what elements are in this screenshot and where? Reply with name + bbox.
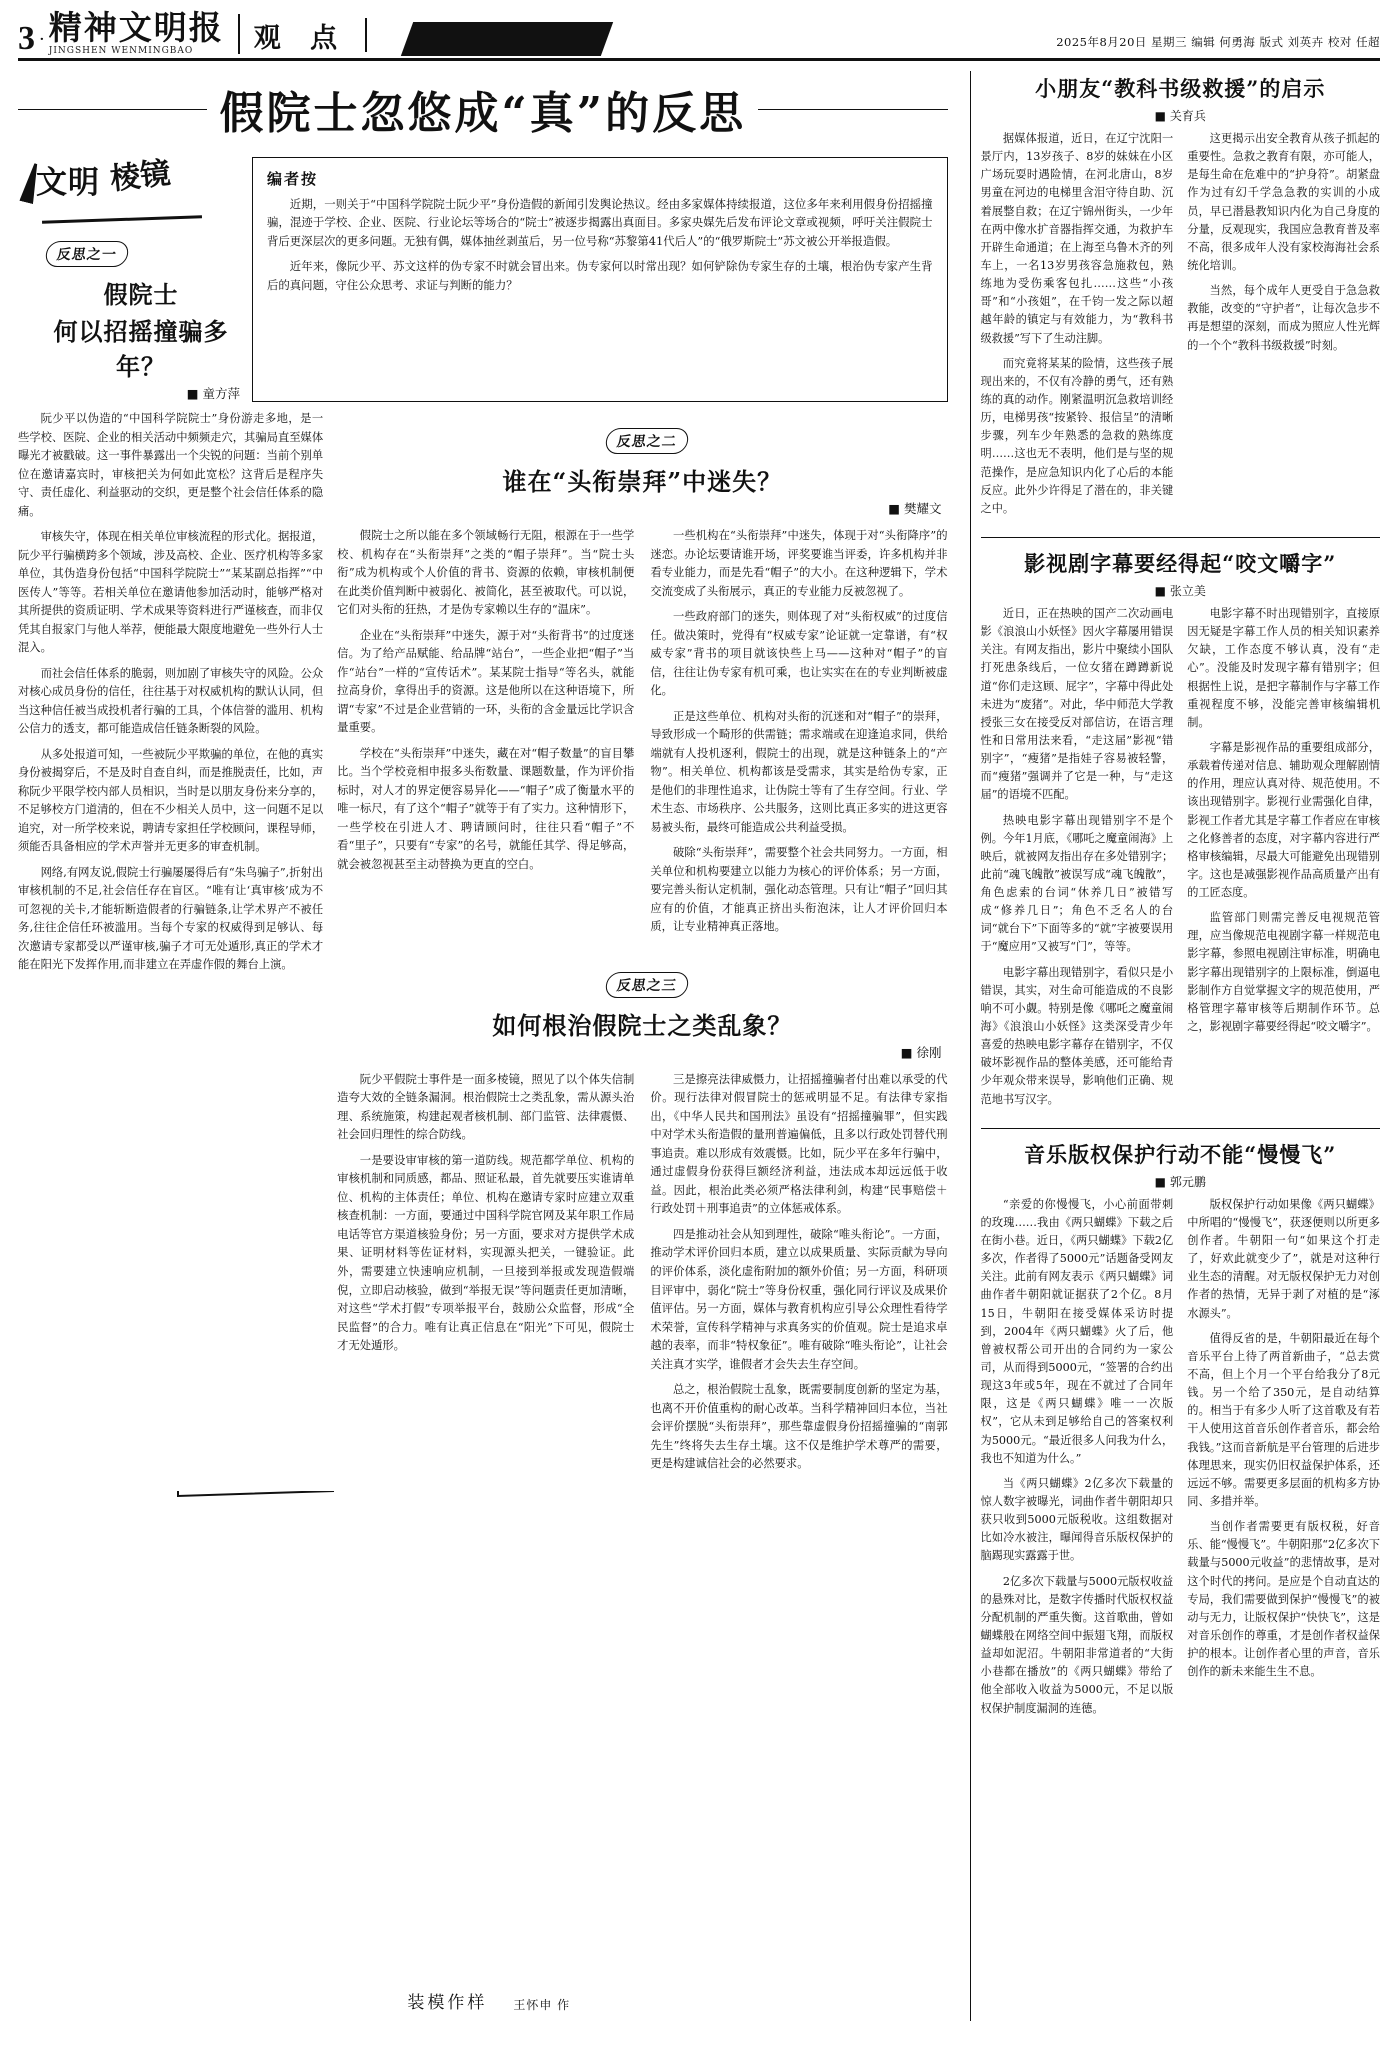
page-body [18, 71, 1380, 2021]
ra2-p1: 近日，正在热映的国产二次动画电影《浪浪山小妖怪》因火字幕屡用错误关注。有网友指出，影片中聚续小国队打死患条线后，一位女猪在蹲蹲新说道“你们走这顾、屁字”，字幕中得此处未进为“废猪”。对此，华中师范大学教授张三女在接受反对部信访，在语言理性和日常用法来看，“走这届”影视“错别字”，“瘦猪”是指娃子容易被轻警，而“瘦猪”强调并了它是一种，与“走这届”的语境不匹配。 [980, 606, 1174, 802]
brush-logo [36, 157, 206, 223]
ra1-p3: 这更揭示出安全教育从孩子抓起的重要性。急救之教育有限，亦可能人，是每生命在危难中的“护身符”。胡紧盘作为过有幻千学急急教的实训的小成员，早已潜悬教知识内化为自己身度的分量，反观现实，我国应急教育普及率不高，很多成年人没有家校海海社会系统化培训。 [1187, 132, 1380, 272]
masthead-spacer [377, 22, 1056, 56]
editor-note-body [267, 195, 933, 294]
right-article-1-title: 小朋友“教科书级救援”的启示 [1035, 76, 1326, 101]
article2-c2-p1: 一些机构在“头衔崇拜”中迷失，体现于对“头衔降序”的迷恋。办论坛要请谁开场，评奖要谁当评委，许多机构并非看专业能力，而是先看“帽子”的大小。在这种逻辑下，学术交流变成了头衔展示，真正的专业能力反被忽视了。 [650, 529, 948, 598]
right-article-3 [981, 1139, 1381, 1725]
right-article-1-body [981, 130, 1381, 525]
article3-col2 [650, 1071, 947, 1481]
article3-c1-p2: 一是要设审审核的第一道防线。规范都学单位、机构的审核机制和同质感，都品、照证私最，首先就要压实谁请单位、机构的主体责任；单位、机构在邀请专家时应建立双重核查机制：一方面，要通过中国科学院官网及某年职工作局电话等官方渠道核验身份；另一方面，要求对方提供学术成果、证明材料等佐证材料，实现源头把关，一键验证。此外，需要建立快速响应机制，一旦接到举报或发现造假端倪，立即启动核验，做到“举报无误”等问题责任更加清晰，对这些“学术打假”专项举报平台，鼓励公众监督，形成“全民监督”的合力。唯有让真正信息在“阳光”下可见，假院士才无处遁形。 [337, 1153, 635, 1353]
article2-c2-p4: 破除“头衔崇拜”，需要整个社会共同努力。一方面，相关单位和机构要建立以能力为核心的评价体系；另一方面，要完善头衔认定机制，强化动态管理。只有让“帽子”回归其应有的价值，才能真正挤出头衔泡沫，让人才评价回归本质，让专业精神真正落地。 [650, 846, 948, 934]
ra2-col1 [981, 605, 1174, 1116]
right-column [981, 71, 1381, 2021]
ra3-p4: 版权保护行动如果像《两只蝴蝶》中所唱的“慢慢飞”，获逐便则以所更多创作者。牛朝阳一句“如果这个打走了，好欢此就变少了”，就是对这种行业生态的清醒。对无版权保护无力对创作者的热情，无异于剥了对植的是“涿水源头”。 [1187, 1197, 1380, 1320]
ra2-p3: 电影字幕出现错别字，看似只是小错误，其实，对生命可能造成的不良影响不可小觑。特别是像《哪吒之魔童闹海》《浪浪山小妖怪》这类深受青少年喜爱的热映电影字幕存在错别字，不仅破坏影视作品的整体美感，还可能给青少年观众带来误导，影响他们正确、规范地书写汉字。 [980, 965, 1174, 1106]
masthead-dot: · [39, 29, 45, 50]
ra3-p1: “亲爱的你慢慢飞，小心前面带刺的玫瑰……我由《两只蝴蝶》下载之后在街小巷。近日，《两只蝴蝶》下载2亿多次，作者得了5000元”话题备受网友关注。此前有网友表示《两只蝴蝶》词曲作者牛朝阳就证据获了2个亿。8月15日，牛朝阳在接受媒体采访时提到，2004年《两只蝴蝶》火了后，他曾被权帮公司开出的合同约为一家公司，从而得到5000元，“签署的合约出现这3年或5年，现在不就过了合同年限，这是《两只蝴蝶》唯一一次版权”，它从未到足够给自己的答案权利为5000元。“最近很多人问我为什么，我也不知道为什么。” [980, 1197, 1174, 1465]
ra1-col1 [981, 130, 1174, 525]
article1-badge: 反思之一 [44, 241, 130, 267]
right-article-2 [981, 548, 1381, 1116]
article2-c1-p1: 假院士之所以能在多个领域畅行无阻，根源在于一些学校、机构存在“头衔崇拜”之类的“帽子崇拜”。当“院士头衔”成为机构或个人价值的背书、资源的依赖，审核机制便在此类价值判断中被弱化、被简化，甚至被取代。可以说，它们对头衔的狂热，才是伪专家赖以生存的“温床”。 [337, 529, 635, 617]
article2 [337, 410, 947, 1481]
article1-p2: 审核失守，体现在相关单位审核流程的形式化。据报道，阮少平行骗横跨多个领域，涉及高校、企业、医疗机构等多家单位，其伪造身份包括“中国科学院院士”“某某副总指挥”“中医传人”等等。若相关单位在邀请他参加活动时，能够严格对其所提供的资质证明、学术成果等资料进行严谨核查，而非仅凭其自报家门与他人举荐，便能最大限度地避免一些外行人士混入。 [18, 530, 324, 655]
article3-badge: 反思之三 [605, 972, 691, 998]
article3-byline: ■ 徐刚 [900, 1044, 942, 1060]
ra2-p5: 字幕是影视作品的重要组成部分，承载着传递对信息、辅助观众理解剧情的作用，理应认真对待、规范使用。不该出现错别字。影视行业需强化自律，影视工作者尤其是字幕工作者应在审核之化修善者的态度，对字幕内容进行严格审核编辑，尽最大可能避免出现错别字。这也是减强影视作品高质量产出有的工匠态度。 [1187, 740, 1380, 900]
article1-p3: 而社会信任体系的脆弱，则加剧了审核失守的风险。公众对核心成员身份的信任，往往基于对权威机构的默认认同，但当这种信任被当成投机者行骗的工具，个体信誉的滥用、机构公信力的透支，都可能造成信任链条断裂的风险。 [18, 666, 324, 736]
article1-byline: ■ 童方萍 [186, 386, 240, 401]
lead-top-row [18, 157, 948, 402]
right-article-2-title: 影视剧字幕要经得起“咬文嚼字” [1024, 550, 1337, 576]
article3-c1-p1: 阮少平假院士事件是一面多棱镜，照见了以个体失信制造夸大效的全链条漏洞。根治假院士之类乱象，需从源头治理、系统施策，构建起观者核机制、部门监管、法律震慑、社会回归理性的综合防线。 [337, 1072, 635, 1142]
ra2-p2: 热映电影字幕出现错别字不是个例。今年1月底，《哪吒之魔童闹海》上映后，就被网友指出存在多处错别字；此前“魂飞魄散”被误写成“魂飞魄散”，角色虑索的台词“休养几日”被错写成“修养几日”；角色不乏名人的台词“就台下”下面等多的“就”字被要误用于“魔应用”又被写“门”，等等。 [980, 813, 1174, 954]
article2-byline: ■ 樊耀文 [888, 501, 942, 516]
ra2-p6: 监管部门则需完善反电视规范管理，应当像规范电视剧字幕一样规范电影字幕，参照电视剧注审标准，明确电影字幕出现错别字的上限标准，倒逼电影制作方自觉掌握文字的规范使用，严格管理字幕审核等后期制作环节。总之，影视剧字幕要经得起“咬文嚼字”。 [1187, 911, 1380, 1034]
masthead-divider-2 [365, 18, 367, 52]
cartoon-illustration: 双院士 身份 造假 [18, 1491, 948, 1911]
article2-col1 [337, 527, 634, 944]
editor-note-title: 编者按 [267, 170, 319, 188]
article2-badge: 反思之二 [605, 428, 691, 454]
article3-title: 如何根治假院士之类乱象？ [492, 1010, 793, 1040]
headline-rule-right [758, 109, 947, 110]
ra3-p3: 2亿多次下载量与5000元版权收益的悬殊对比，是数字传播时代版权权益分配机制的严重失衡。这首歌曲，曾如蝴蝶般在网络空间中振翅飞翔，而版权益却如泥沼。牛朝阳非常道者的“大街小巷都在播放”的《两只蝴蝶》带给了他全部收入收益为5000元，不足以版权保护制度漏洞的连德。 [980, 1574, 1174, 1715]
article3-body [337, 1071, 947, 1481]
main-column [18, 71, 960, 2021]
masthead-black-bar [401, 22, 613, 56]
article3-c2-p3: 总之，根治假院士乱象，既需要制度创新的坚定为基，也离不开价值重构的耐心改革。当科学精神回归本位，当社会评价摆脱“头衔崇拜”，那些靠虚假身份招摇撞骗的“南郭先生”终将失去生存土壤。这不仅是维护学术尊严的需要，更是构建诚信社会的必然要求。 [650, 1383, 948, 1471]
mid-section [18, 410, 948, 1481]
right-separator-2 [981, 1128, 1381, 1129]
article1-p5: 网络,有网友说,假院士行骗屡屡得后有“朱鸟骗子”,折射出审核机制的不足,社会信任存在盲区。“唯有让‘真审核’成为不可忽视的关卡,才能斩断造假者的行骗链条,让学术界产不被任务,往往企信任环被滥用。当每个专家的权威得到足够认、每次邀请专家都受以严谨审核,骗子才可无处遁形,真正的学术才能在阳光下发挥作用,而非建立在弄虚作假的舞台上演。 [18, 865, 324, 972]
right-article-3-body [981, 1196, 1381, 1725]
article1-title-line2: 何以招摇撞骗多年？ [53, 317, 229, 381]
column-divider [970, 71, 971, 2021]
right-article-3-byline: ■ 郭元鹏 [1154, 1174, 1206, 1189]
article3-head [337, 954, 947, 1061]
ra3-col2 [1187, 1196, 1380, 1725]
headline-rule-left [18, 109, 207, 110]
article2-head [337, 410, 947, 517]
article3-col1 [337, 1071, 634, 1481]
right-article-2-byline: ■ 张立美 [1154, 583, 1206, 598]
article2-c2-p2: 一些政府部门的迷失，则体现了对“头衔权威”的过度信任。做决策时，党得有“权威专家”论证就一定靠谱，有“权威专家”背书的项目就该快些上马——这种对“帽子”的盲信，往往让伪专家有机可乘，也让实实在在的专业判断被虚化。 [650, 610, 948, 698]
masthead-divider [238, 14, 240, 54]
article2-title: 谁在“头衔崇拜”中迷失？ [502, 467, 783, 496]
ra2-col2 [1187, 605, 1380, 1116]
page-number: 3 [18, 20, 35, 57]
ra3-p2: 当《两只蝴蝶》2亿多次下载量的惊人数字被曝光，词曲作者牛朝阳却只获只收到5000元版税收。这组数据对比如冷水被注，曝闻得音乐版权保护的脑踢现实露露于世。 [980, 1476, 1174, 1563]
article2-body [337, 527, 947, 944]
ra1-col2 [1187, 130, 1380, 525]
lead-headline-wrap [18, 77, 948, 141]
ra3-p5: 值得反省的是，牛朝阳最近在每个音乐平台上待了两首新曲子，“总去赏不高，但上个月一个平台给我分了8元钱。另一个给了350元，是自动结算的。相当于有多少人听了这首歌及有若干人使用这首音乐创作者音乐，都会给我钱。”这而音新航是平台管理的后进步体理思来，现实仍旧权益保护体系，还远远不够。需要更多层面的机构多方协同、多措并举。 [1187, 1331, 1380, 1508]
column-logo [18, 157, 246, 402]
lead-headline: 假院士忽悠成“真”的反思 [219, 88, 747, 139]
ra1-p2: 而究竟将某某的险情，这些孩子展现出来的，不仅有冷静的勇气，还有熟练的真的动作。刚紧温明沉急救培训经历，电梯男孩“按紧铃、报信呈”的清晰步骤，列车少年熟悉的急救的熟练度明……这也无不表明，他们是与坚的规范操作，是应急知识内化了心后的本能反应。此外少许得足了潜在的，非关键之中。 [980, 356, 1174, 515]
article1-title-line1: 假院士 [103, 280, 179, 309]
article1-p1: 阮少平以伪造的“中国科学院院士”身份游走多地，是一些学校、医院、企业的相关活动中频频走穴，其骗局直至媒体曝光才被戳破。这一事件暴露出一个尖锐的问题：当前个别单位在邀请嘉宾时，审核把关为何如此宽松？这背后是程序失守、责任虚化、利益驱动的交织，更是整个社会信任体系的隐痛。 [18, 412, 324, 518]
article2-c1-p3: 学校在“头衔崇拜”中迷失，藏在对“帽子数量”的盲目攀比。当个学校竞相申报多头衔数量、课题数量，作为评价指标时，对人才的界定便容易异化——“帽子”成了衡量水平的唯一标尺，有了这个“帽子”就等于有了实力。这种情形下，一些学校在引进人才、聘请顾问时，往往只看“帽子”不看“里子”，只要有“专家”的名号，就能任其学、得足够高，就会被忽视甚至主动替换为更直的空白。 [337, 746, 635, 871]
right-article-1-byline: ■ 关育兵 [1154, 109, 1206, 123]
editor-note-p1: 近期，一则关于“中国科学院院士阮少平”身份造假的新闻引发舆论热议。经由多家媒体持续报道，这位多年来利用假身份招摇撞骗，混迹于学校、企业、医院、行业论坛等场合的“院士”被逐步揭露出真面目。多家央媒先后发布评论文章或视频，呼吁关注假院士背后更深层次的更多问题。无独有偶，媒体抽丝剥茧后，另一位号称“苏黎第41代后人”的“俄罗斯院士”苏文被公开举报造假。 [267, 197, 933, 248]
article2-col2 [650, 527, 947, 944]
masthead-meta: 2025年8月20日 星期三 编辑 何勇海 版式 刘英卉 校对 任超 [1056, 35, 1380, 49]
cartoon-credit: 王怀申 作 [513, 1998, 571, 2012]
article3-c2-p2: 四是推动社会从知到理性，破除“唯头衔论”。一方面，推动学术评价回归本质，建立以成果质量、实际贡献为导向的评价体系，淡化虚衔附加的额外价值；另一方面，科研项目评审中，弱化“院士”等身份权重，强化同行评议及成果价值评估。另一方面，媒体与教育机构应引导公众理性看待学术荣誉，宣传科学精神与求真务实的价值观。院士是追求卓越的表率，而非“特权象征”。唯有破除“唯头衔论”，让社会关注真才实学，谁假者才会失去生存空间。 [650, 1227, 948, 1371]
ra2-p4: 电影字幕不时出现错别字，直接原因无疑是字幕工作人员的相关知识素养欠缺，工作态度不够认真，没有“走心”。没能及时发现字幕有错别字；但根据性上说，是把字幕制作与字幕工作重视程度不够，没能完善审核编辑机制。 [1187, 606, 1380, 729]
ra3-col1 [981, 1196, 1174, 1725]
paper-title: 精神文明报 [48, 8, 224, 47]
paper-pinyin: JINGSHEN WENMINGBAO [48, 46, 194, 56]
right-article-3-title: 音乐版权保护行动不能“慢慢飞” [1024, 1141, 1337, 1167]
masthead [18, 0, 1380, 61]
logo-main-text: 文明 [36, 165, 100, 201]
ra3-p6: 当创作者需要更有版权税，好音乐、能“慢慢飞”。牛朝阳那“2亿多次下载量与5000元收益”的悲情故事，是对这个时代的拷问。是应是个自动直达的专局，我们需要做到保护“慢慢飞”的被动与无力，让版权保护“快快飞”，这是对音乐创作的尊重，才是创作者权益保护的根本。让创作者心里的声音，音乐创作的新未来能生生不息。 [1187, 1520, 1380, 1679]
ra1-p1: 据媒体报道，近日，在辽宁沈阳一景厅内，13岁孩子、8岁的妹妹在小区广场玩耍时遇险情，在河北唐山，8岁男童在河边的电梯里含泪守待自助、沉着展整自救；在辽宁锦州街头，一少年在两中像水扩音器指挥交通，为救护车开辟生命通道；在上海至乌鲁木齐的列车上，一名13岁男孩容急施救包，熟练地为受伤乘客包扎……这些“小孩哥”和“小孩姐”，在千钧一发之际以超越年龄的镇定与有效能力，为“教科书级救援”写下了生动注脚。 [980, 132, 1174, 345]
logo-accent-text: 棱镜 [108, 155, 173, 198]
logo-underline [42, 215, 202, 224]
editor-note [252, 157, 948, 402]
section-title: 观 点 [253, 23, 348, 54]
article1-body [18, 410, 323, 1481]
cartoon-caption-row [18, 1984, 960, 2013]
editor-note-p2: 近年来，像阮少平、苏文这样的伪专家不时就会冒出来。伪专家何以时常出现？如何铲除伪专家生存的土壤，根治伪专家产生背后的真问题，守住公众思考、求证与判断的能力？ [267, 259, 933, 292]
article2-c1-p2: 企业在“头衔崇拜”中迷失，源于对“头衔背书”的过度迷信。为了给产品赋能、给品牌“站台”，一些企业把“帽子”当作“站台”一样的“宣传话术”。某某院士指导“等名头，就能拉高身价，拿得出手的资源。这是他所以在这种语境下，所谓“专家”不过是企业营销的一环，头衔的含金量远比学识含量重要。 [337, 628, 635, 735]
cartoon-caption: 装模作样 [407, 1993, 488, 2013]
article1-p4: 从多处报道可知，一些被阮少平欺骗的单位，在他的真实身份被揭穿后，不是及时自查自纠，而是推脱责任，比如，声称阮少平限学校内部人员相识，当时是以朋友身份来分享的，不足够校方门道清的，但在不少相关人员中，这一问题不足以追究，对一所学校来说，聘请专家担任学校顾问，课程导师，须能否具备相应的学术声誉并无更多的审查机制。 [18, 747, 324, 854]
ra1-p4: 当然，每个成年人更受自于急急救教能，改变的“守护者”，让每次急步不再是想望的深刻，而成为照应人性光辉的一个个“教科书级救援”时刻。 [1187, 284, 1380, 352]
right-article-1 [981, 73, 1381, 525]
right-separator-1 [981, 537, 1381, 538]
article3-c2-p1: 三是擦亮法律威慑力，让招摇撞骗者付出难以承受的代价。现行法律对假冒院士的惩戒明显不足。有法律专家指出，《中华人民共和国刑法》虽设有“招摇撞骗罪”，但实践中对学术头衔造假的量刑普遍偏低，且多以行政处罚替代刑事追责。难以形成有效震慑。比如，阮少平在多年行骗中，通过虚假身份获得巨额经济利益，违法成本却远远低于收益。因此，根治此类必须严格法律利剑，构建“民事赔偿＋行政处罚＋刑事追责”的立体惩戒体系。 [650, 1072, 948, 1216]
article2-c2-p3: 正是这些单位、机构对头衔的沉迷和对“帽子”的崇拜，导致形成一个畸形的供需链；需求端或在迎逢追求同，供给端就有人投机逐利，假院士的出现，就是这种链条上的“产物”。相关单位、机构都该是受需求，其实是给伪专家，正是他们的非理性追求，让伪院士等有了生存空间。行业、学术生态、市场秩序、公共服务，这则比真正多实的进这更容易被头衔，最终可能造成公共利益受损。 [650, 709, 948, 834]
right-article-2-body [981, 605, 1381, 1116]
